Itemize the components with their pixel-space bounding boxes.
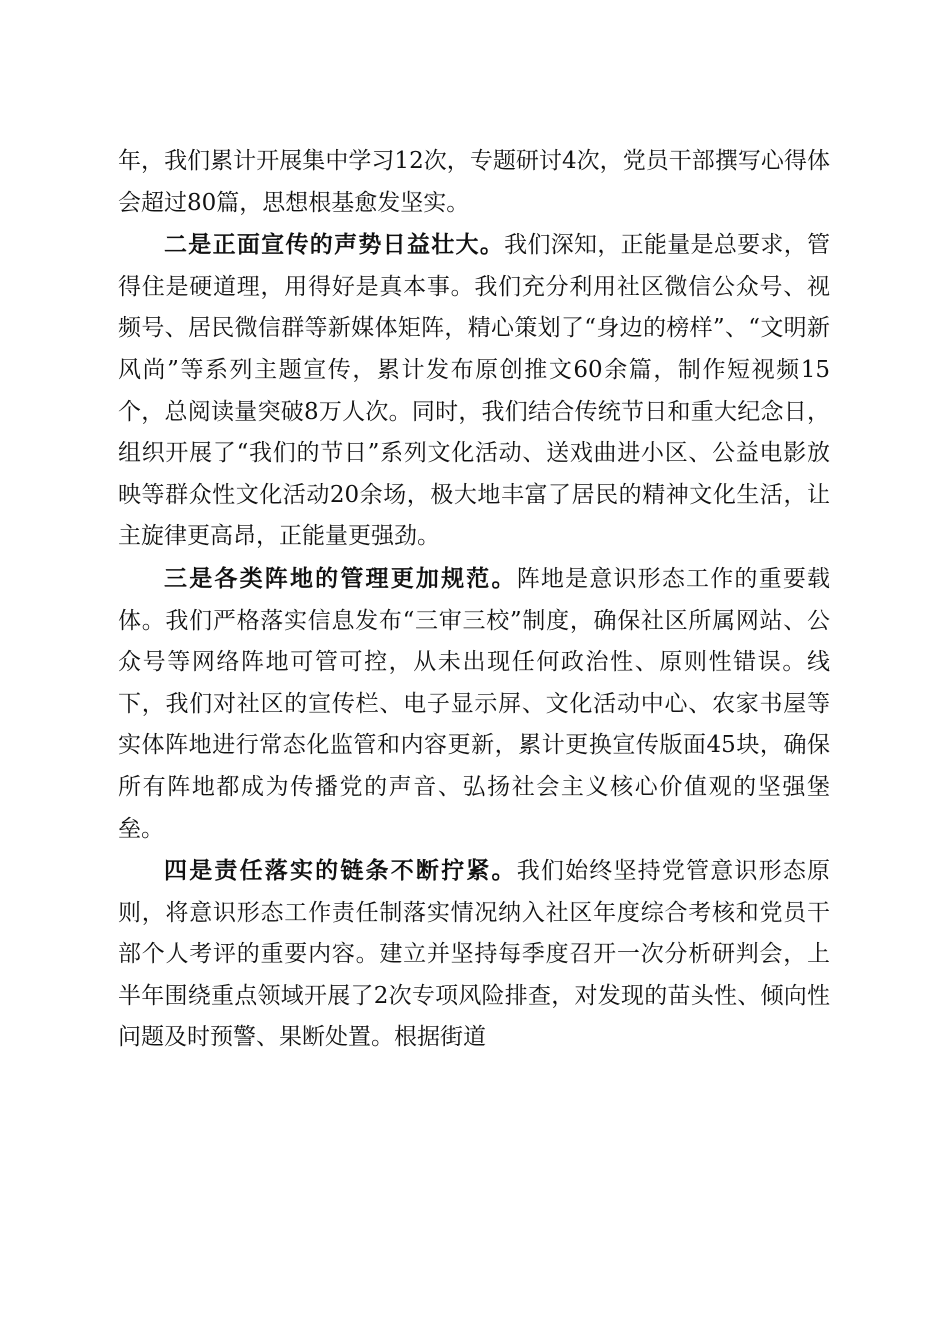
paragraph-4-heading: 四是责任落实的链条不断拧紧。 [164,857,517,885]
paragraph-4-text: 我们始终坚持党管意识形态原则，将意识形态工作责任制落实情况纳入社区年度综合考核和党员干部个人考评的重要内容。建立并坚持每季度召开一次分析研判会，上半年围绕重点领域开展了2次专项风险排查，对发现的苗头性、倾向性问题及时预警、果断处置。根据街道 [118,858,831,1051]
document-body [118,141,830,1059]
paragraph-2-heading: 二是正面宣传的声势日益壮大。 [164,231,505,259]
paragraph-3-text: 阵地是意识形态工作的重要载体。我们严格落实信息发布“三审三校”制度，确保社区所属网站、公众号等网络阵地可管可控，从未出现任何政治性、原则性错误。线下，我们对社区的宣传栏、电子显示屏、文化活动中心、农家书屋等实体阵地进行常态化监管和内容更新，累计更换宣传版面45块，确保所有阵地都成为传播党的声音、弘扬社会主义核心价值观的坚强堡垒。 [118,565,831,842]
paragraph-2 [118,224,830,558]
paragraph-3-heading: 三是各类阵地的管理更加规范。 [164,564,517,592]
paragraph-1-text: 年，我们累计开展集中学习12次，专题研讨4次，党员干部撰写心得体会超过80篇，思想根基愈发坚实。 [118,148,830,216]
paragraph-3 [118,558,830,850]
paragraph-1 [118,141,830,224]
paragraph-4 [118,850,830,1059]
paragraph-2-text: 我们深知，正能量是总要求，管得住是硬道理，用得好是真本事。我们充分利用社区微信公众号、视频号、居民微信群等新媒体矩阵，精心策划了“身边的榜样”、“文明新风尚”等系列主题宣传，累计发布原创推文60余篇，制作短视频15个，总阅读量突破8万人次。同时，我们结合传统节日和重大纪念日，组织开展了“我们的节日”系列文化活动、送戏曲进小区、公益电影放映等群众性文化活动20余场，极大地丰富了居民的精神文化生活，让主旋律更高昂，正能量更强劲。 [118,232,831,550]
